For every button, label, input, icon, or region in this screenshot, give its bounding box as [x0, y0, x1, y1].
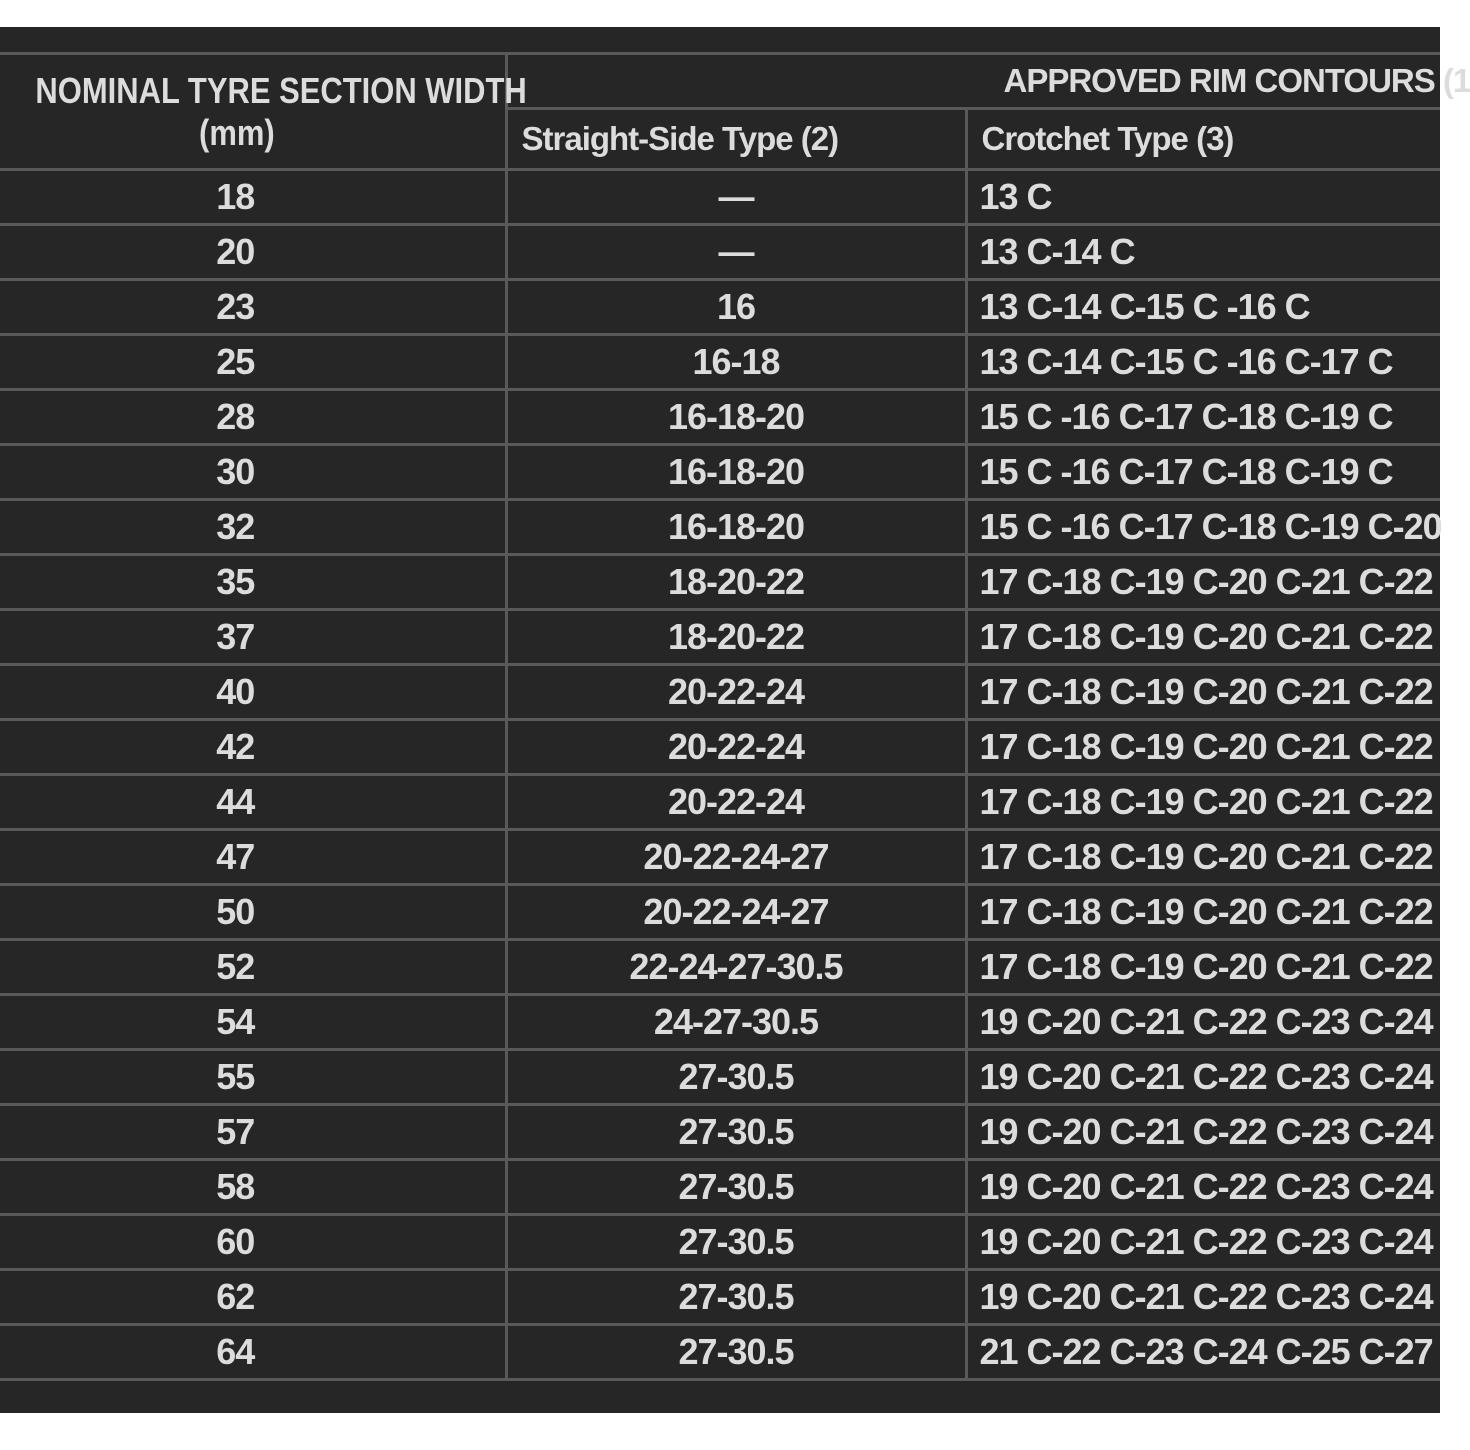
cell-nominal-width: 40: [0, 665, 506, 720]
cell-nominal-width: 35: [0, 555, 506, 610]
header-crotchet-type: Crotchet Type (3): [966, 109, 1440, 170]
cell-nominal-width: 18: [0, 170, 506, 225]
cell-crotchet: 19 C-20 C-21 C-22 C-23 C-24: [966, 1215, 1440, 1270]
cell-straight-side: 20-22-24: [506, 775, 966, 830]
cell-crotchet: 17 C-18 C-19 C-20 C-21 C-22: [966, 610, 1440, 665]
table-row: [0, 390, 1440, 445]
cell-nominal-width: 54: [0, 995, 506, 1050]
cell-straight-side: 27-30.5: [506, 1050, 966, 1105]
cell-crotchet: 17 C-18 C-19 C-20 C-21 C-22: [966, 775, 1440, 830]
table-row: [0, 775, 1440, 830]
cell-nominal-width: 23: [0, 280, 506, 335]
cell-crotchet: 19 C-20 C-21 C-22 C-23 C-24: [966, 1160, 1440, 1215]
cell-crotchet: 19 C-20 C-21 C-22 C-23 C-24: [966, 1050, 1440, 1105]
cell-crotchet: 15 C -16 C-17 C-18 C-19 C-20: [966, 500, 1440, 555]
cell-nominal-width: 30: [0, 445, 506, 500]
cell-nominal-width: 60: [0, 1215, 506, 1270]
table-row: [0, 885, 1440, 940]
table-body: [0, 170, 1440, 1380]
cell-straight-side: 20-22-24: [506, 665, 966, 720]
cell-crotchet: 15 C -16 C-17 C-18 C-19 C: [966, 445, 1440, 500]
cell-straight-side: —: [506, 170, 966, 225]
cell-straight-side: 16: [506, 280, 966, 335]
cell-crotchet: 15 C -16 C-17 C-18 C-19 C: [966, 390, 1440, 445]
cell-straight-side: 20-22-24: [506, 720, 966, 775]
cell-crotchet: 13 C-14 C-15 C -16 C-17 C: [966, 335, 1440, 390]
cell-nominal-width: 55: [0, 1050, 506, 1105]
cell-nominal-width: 25: [0, 335, 506, 390]
cell-straight-side: 27-30.5: [506, 1270, 966, 1325]
cell-nominal-width: 58: [0, 1160, 506, 1215]
cell-straight-side: 16-18-20: [506, 390, 966, 445]
rim-contour-table: [0, 52, 1470, 1381]
cell-straight-side: 16-18-20: [506, 445, 966, 500]
cell-straight-side: 20-22-24-27: [506, 830, 966, 885]
table-row: [0, 500, 1440, 555]
cell-crotchet: 17 C-18 C-19 C-20 C-21 C-22: [966, 885, 1440, 940]
cell-crotchet: 17 C-18 C-19 C-20 C-21 C-22: [966, 720, 1440, 775]
table-row: [0, 1105, 1440, 1160]
cell-straight-side: 20-22-24-27: [506, 885, 966, 940]
table-row: [0, 170, 1440, 225]
table-row: [0, 720, 1440, 775]
cell-straight-side: 16-18-20: [506, 500, 966, 555]
table-row: [0, 225, 1440, 280]
cell-nominal-width: 50: [0, 885, 506, 940]
header-nominal-width: [35, 54, 527, 170]
cell-nominal-width: 32: [0, 500, 506, 555]
cell-straight-side: 22-24-27-30.5: [506, 940, 966, 995]
cell-straight-side: 16-18: [506, 335, 966, 390]
cell-crotchet: 17 C-18 C-19 C-20 C-21 C-22: [966, 940, 1440, 995]
table-row: [0, 1050, 1440, 1105]
cell-crotchet: 13 C-14 C-15 C -16 C: [966, 280, 1440, 335]
cell-crotchet: 13 C: [966, 170, 1440, 225]
table-row: [0, 830, 1440, 885]
table-row: [0, 940, 1440, 995]
header-straight-side-type: Straight-Side Type (2): [506, 109, 966, 170]
cell-straight-side: 27-30.5: [506, 1325, 966, 1380]
cell-nominal-width: 64: [0, 1325, 506, 1380]
table-row: [0, 1325, 1440, 1380]
cell-straight-side: 27-30.5: [506, 1160, 966, 1215]
table-row: [0, 610, 1440, 665]
header-nominal-width-line2: (mm): [199, 111, 275, 153]
cell-nominal-width: 28: [0, 390, 506, 445]
cell-nominal-width: 47: [0, 830, 506, 885]
rim-contour-table-sheet: [0, 27, 1470, 1413]
cell-nominal-width: 20: [0, 225, 506, 280]
header-approved-rim-contours: APPROVED RIM CONTOURS (1: [506, 54, 1440, 109]
cell-crotchet: 21 C-22 C-23 C-24 C-25 C-27: [966, 1325, 1440, 1380]
cell-straight-side: —: [506, 225, 966, 280]
table-row: [0, 280, 1440, 335]
table-row: [0, 1215, 1440, 1270]
cell-crotchet: 19 C-20 C-21 C-22 C-23 C-24: [966, 995, 1440, 1050]
cell-nominal-width: 42: [0, 720, 506, 775]
cell-crotchet: 17 C-18 C-19 C-20 C-21 C-22: [966, 665, 1440, 720]
cell-straight-side: 18-20-22: [506, 555, 966, 610]
cell-crotchet: 17 C-18 C-19 C-20 C-21 C-22: [966, 555, 1440, 610]
table-row: [0, 665, 1440, 720]
cell-nominal-width: 52: [0, 940, 506, 995]
cell-crotchet: 19 C-20 C-21 C-22 C-23 C-24: [966, 1270, 1440, 1325]
cell-straight-side: 18-20-22: [506, 610, 966, 665]
table-row: [0, 445, 1440, 500]
table-row: [0, 995, 1440, 1050]
cell-crotchet: 19 C-20 C-21 C-22 C-23 C-24: [966, 1105, 1440, 1160]
cell-crotchet: 13 C-14 C: [966, 225, 1440, 280]
table-header: [0, 54, 1470, 170]
header-nominal-width-line1: NOMINAL TYRE SECTION WIDTH: [35, 69, 527, 111]
cell-nominal-width: 62: [0, 1270, 506, 1325]
cell-straight-side: 27-30.5: [506, 1105, 966, 1160]
cell-nominal-width: 37: [0, 610, 506, 665]
table-row: [0, 1270, 1440, 1325]
cell-nominal-width: 44: [0, 775, 506, 830]
table-row: [0, 555, 1440, 610]
table-row: [0, 1160, 1440, 1215]
cell-nominal-width: 57: [0, 1105, 506, 1160]
cell-straight-side: 27-30.5: [506, 1215, 966, 1270]
cell-crotchet: 17 C-18 C-19 C-20 C-21 C-22: [966, 830, 1440, 885]
table-row: [0, 335, 1440, 390]
cell-straight-side: 24-27-30.5: [506, 995, 966, 1050]
